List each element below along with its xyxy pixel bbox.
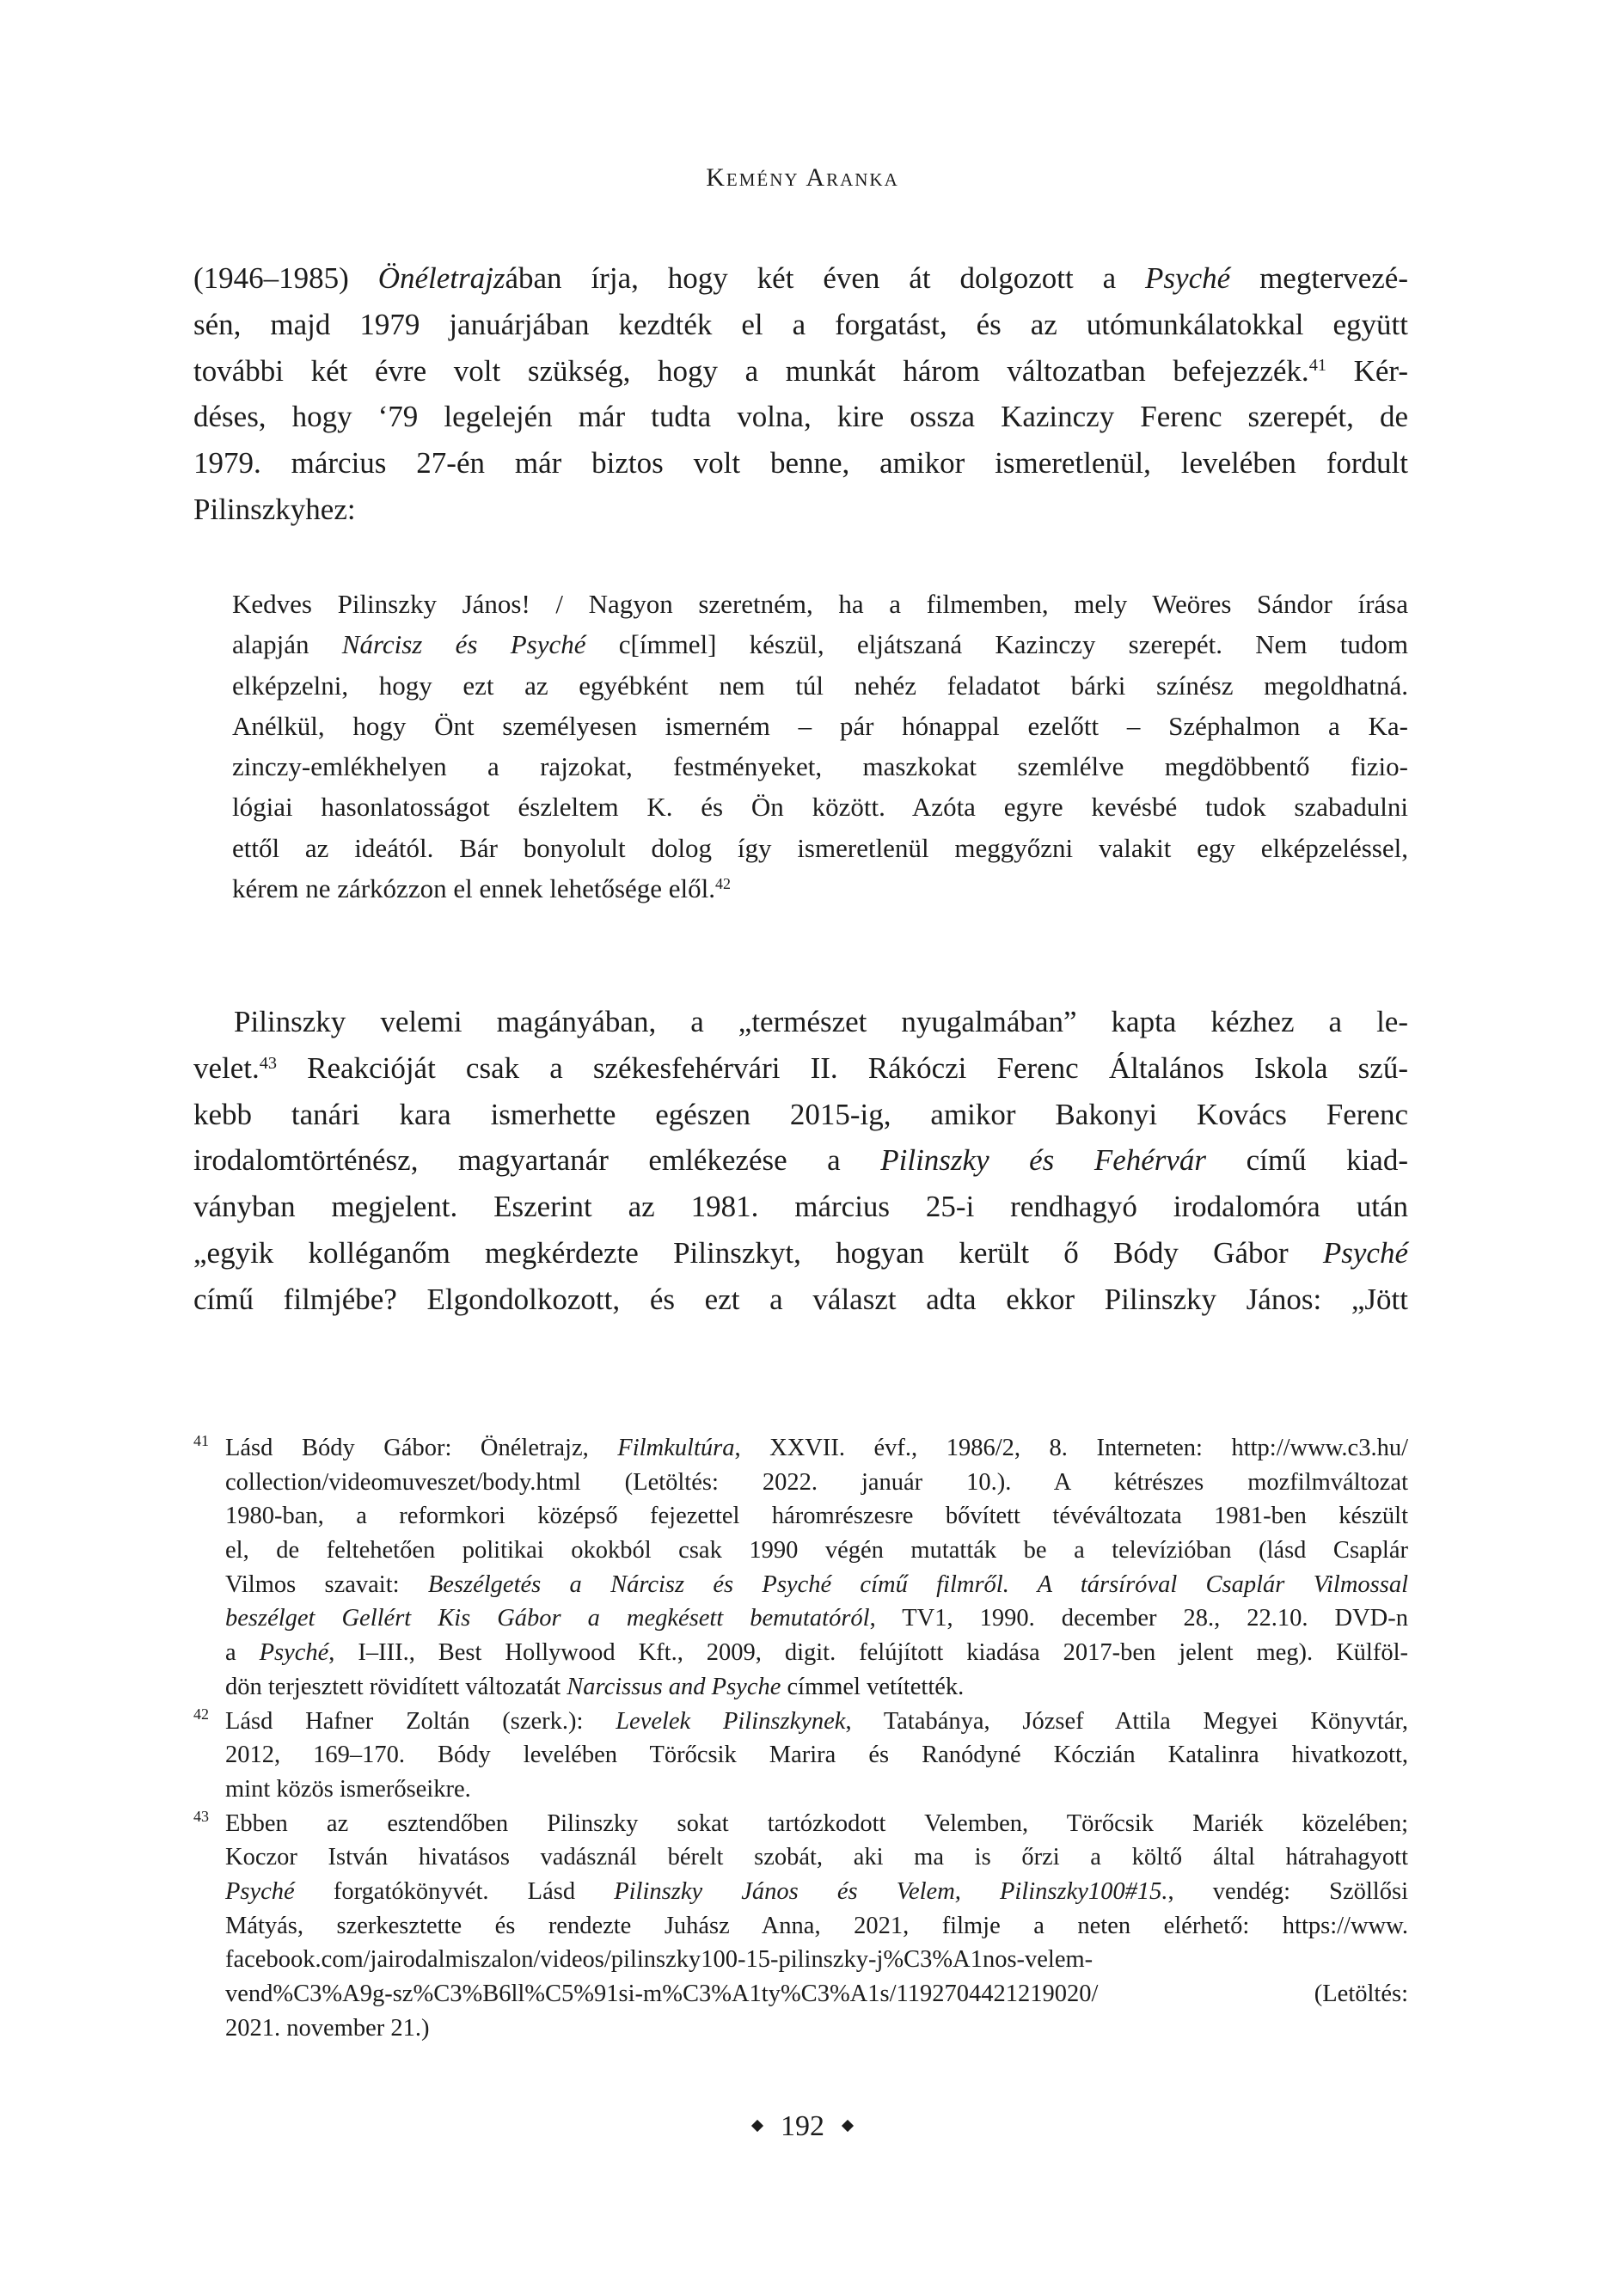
italic-title: Önéletrajz [377, 261, 505, 295]
text-line: sén, majd 1979 januárjában kezdték el a forgatást, és az utómunkálatokkal együtt [193, 307, 1408, 341]
text-line: elképzelni, hogy ezt az egyébként nem túl nehéz feladatot bárki színész megoldhatná. [232, 670, 1408, 701]
footnote-line: 43 Ebben az esztendőben Pilinszky sokat tartózkodott Velemben, Törőcsik Mariék közelében; [193, 1807, 1408, 1841]
text-line: Kedves Pilinszky János! / Nagyon szeretném, ha a filmemben, mely Weöres Sándor írása [232, 589, 1408, 619]
text-line: velet.$^{43}$ Reakcióját csak a székesfehérvári II. Rákóczi Ferenc Általános Iskola szű- [193, 1050, 1408, 1085]
body-paragraph-1 [193, 255, 1408, 533]
footnote-line: Psyché forgatókönyvét. Lásd Pilinszky János és Velem, Pilinszky100#15., vendég: Szöllősi [225, 1877, 1408, 1905]
italic-title: Pilinszky és Fehérvár [880, 1143, 1207, 1178]
body-paragraph-2 [193, 999, 1408, 1323]
running-head-author: Kemény Aranka [706, 163, 899, 192]
footnote-number: 43 [193, 1807, 209, 1825]
footnote-line: collection/videomuveszet/body.html (Letöltés: 2022. január 10.). A kétrészes mozfilmváltozat [225, 1468, 1408, 1496]
italic-title: Psyché [225, 1877, 295, 1905]
italic-title: Levelek Pilinszkynek [616, 1707, 846, 1735]
page-number: 192 [781, 2110, 824, 2142]
text-line: déses, hogy ‘79 legelején már tudta volna, kire ossza Kazinczy Ferenc szerepét, de [193, 400, 1408, 434]
footnote-line: a Psyché, I–III., Best Hollywood Kft., 2009, digit. felújított kiadása 2017-ben jelent meg). Külföl- [225, 1639, 1408, 1667]
text-line: további két évre volt szükség, hogy a munkát három változatban befejezzék.$^{41}$ Kér- [193, 353, 1409, 388]
footnote-line: beszélget Gellért Kis Gábor a megkésett bemutatóról, TV1, 1990. december 28., 22.10. DVD-n [225, 1605, 1408, 1632]
block-quote-letter [232, 584, 1408, 909]
footnote-42 [193, 1705, 1408, 1807]
text-line: irodalomtörténész, magyartanár emlékezése a Pilinszky és Fehérvár című kiad- [193, 1143, 1408, 1178]
text-line: kérem ne zárkózzon el ennek lehetősége elől.$^{42}$ [232, 873, 731, 904]
italic-title: beszélget Gellért Kis Gábor a megkésett bemutatóról [225, 1605, 870, 1632]
text-line: kebb tanári kara ismerhette egészen 2015-ig, amikor Bakonyi Kovács Ferenc [193, 1097, 1408, 1131]
footnote-41 [193, 1431, 1408, 1705]
text-line: 1979. március 27-én már biztos volt benne, amikor ismeretlenül, levelében fordult [193, 446, 1408, 481]
diamond-ornament-icon [842, 2120, 854, 2132]
footnote-line: Vilmos szavait: Beszélgetés a Nárcisz és Psyché című filmről. A társíróval Csaplár Vilmossal [225, 1570, 1409, 1598]
italic-title: Nárcisz és Psyché [341, 629, 586, 660]
text-line: lógiai hasonlatosságot észleltem K. és Ön között. Azóta egyre kevésbé tudok szabadulni [232, 792, 1408, 823]
italic-title: Filmkultúra [617, 1435, 735, 1461]
footnote-line: Koczor István hivatásos vadásznál bérelt szobát, aki ma is őrzi a költő által hátrahagyott [225, 1844, 1408, 1871]
footnote-line: Mátyás, szerkesztette és rendezte Juhász Anna, 2021, filmje a neten elérhető: https://www. [225, 1912, 1408, 1939]
italic-title: Pilinszky János és Velem, Pilinszky100#15. [614, 1877, 1168, 1905]
footnote-number: 42 [193, 1705, 209, 1723]
footnote-line: mint közös ismerőseikre. [225, 1775, 471, 1803]
page-folio [0, 2110, 1605, 2143]
footnote-line: 1980-ban, a reformkori középső fejezettel háromrészesre bővített tévéváltozata 1981-ben készült [225, 1503, 1408, 1530]
footnote-43 [193, 1807, 1408, 2046]
italic-title: Narcissus and Psyche [567, 1673, 781, 1700]
footnote-reference[interactable]: 43 [259, 1053, 278, 1073]
text-line: című filmjébe? Elgondolkozott, és ezt a választ adta ekkor Pilinszky János: „Jött [193, 1282, 1408, 1316]
footnote-reference[interactable]: 41 [1308, 356, 1326, 376]
footnote-line: 2021. november 21.) [225, 2014, 430, 2042]
text-line: „egyik kolléganőm megkérdezte Pilinszkyt, hogyan került ő Bódy Gábor Psyché [193, 1235, 1408, 1270]
footnote-reference[interactable]: 42 [715, 875, 731, 893]
footnote-line: 42 Lásd Hafner Zoltán (szerk.): Levelek Pilinszkynek, Tatabánya, József Attila Megyei Könyvtár, [193, 1705, 1408, 1739]
text-line: ványban megjelent. Eszerint az 1981. március 25-i rendhagyó irodalomóra után [193, 1190, 1408, 1224]
text-line: ettől az ideától. Bár bonyolult dolog így ismeretlenül meggyőzni valakit egy elképzeléssel, [232, 832, 1408, 863]
text-line: alapján Nárcisz és Psyché c[ímmel] készül, eljátszaná Kazinczy szerepét. Nem tudom [232, 629, 1408, 660]
italic-title: Psyché [259, 1639, 329, 1667]
text-line: Pilinszky velemi magányában, a „természet nyugalmában” kapta kézhez a le- [234, 1005, 1408, 1038]
text-line: Anélkül, hogy Önt személyesen ismerném – pár hónappal ezelőtt – Széphalmon a Ka- [232, 710, 1408, 741]
diamond-ornament-icon [751, 2120, 763, 2132]
footnote-line: 2012, 169–170. Bódy levelében Törőcsik Marira és Ranódyné Kóczián Katalinra hivatkozott, [225, 1742, 1408, 1769]
footnote-line: 41 Lásd Bódy Gábor: Önéletrajz, Filmkultúra, XXVII. évf., 1986/2, 8. Interneten: http://www.c3.hu/ [193, 1431, 1408, 1466]
text-line: zinczy-emlékhelyen a rajzokat, festményeket, maszkokat szemlélve megdöbbentő fizio- [232, 751, 1408, 782]
footnote-line: facebook.com/jairodalmiszalon/videos/pilinszky100-15-pilinszky-j%C3%A1nos-velem- [225, 1946, 1093, 1974]
text-line: Pilinszkyhez: [193, 492, 356, 526]
italic-title: Psyché [1145, 261, 1231, 295]
footnote-line: el, de feltehetően politikai okokból csak 1990 végén mutatták be a televízióban (lásd Csaplár [225, 1537, 1408, 1564]
text-line: (1946–1985) Önéletrajzában írja, hogy két éven át dolgozott a Psyché megtervezé- [193, 261, 1408, 295]
italic-title: Beszélgetés a Nárcisz és Psyché című filmről. A társíróval Csaplár Vilmossal [427, 1570, 1409, 1598]
footnote-number: 41 [193, 1432, 209, 1449]
italic-title: Psyché [1322, 1235, 1408, 1270]
footnote-line: dön terjesztett rövidített változatát Narcissus and Psyche címmel vetítették. [225, 1673, 965, 1700]
footnotes [193, 1431, 1408, 2045]
footnote-line: vend%C3%A9g-sz%C3%B6ll%C5%91si-m%C3%A1ty%C3%A1s/1192704421219020/ (Letöltés: [225, 1981, 1408, 2007]
